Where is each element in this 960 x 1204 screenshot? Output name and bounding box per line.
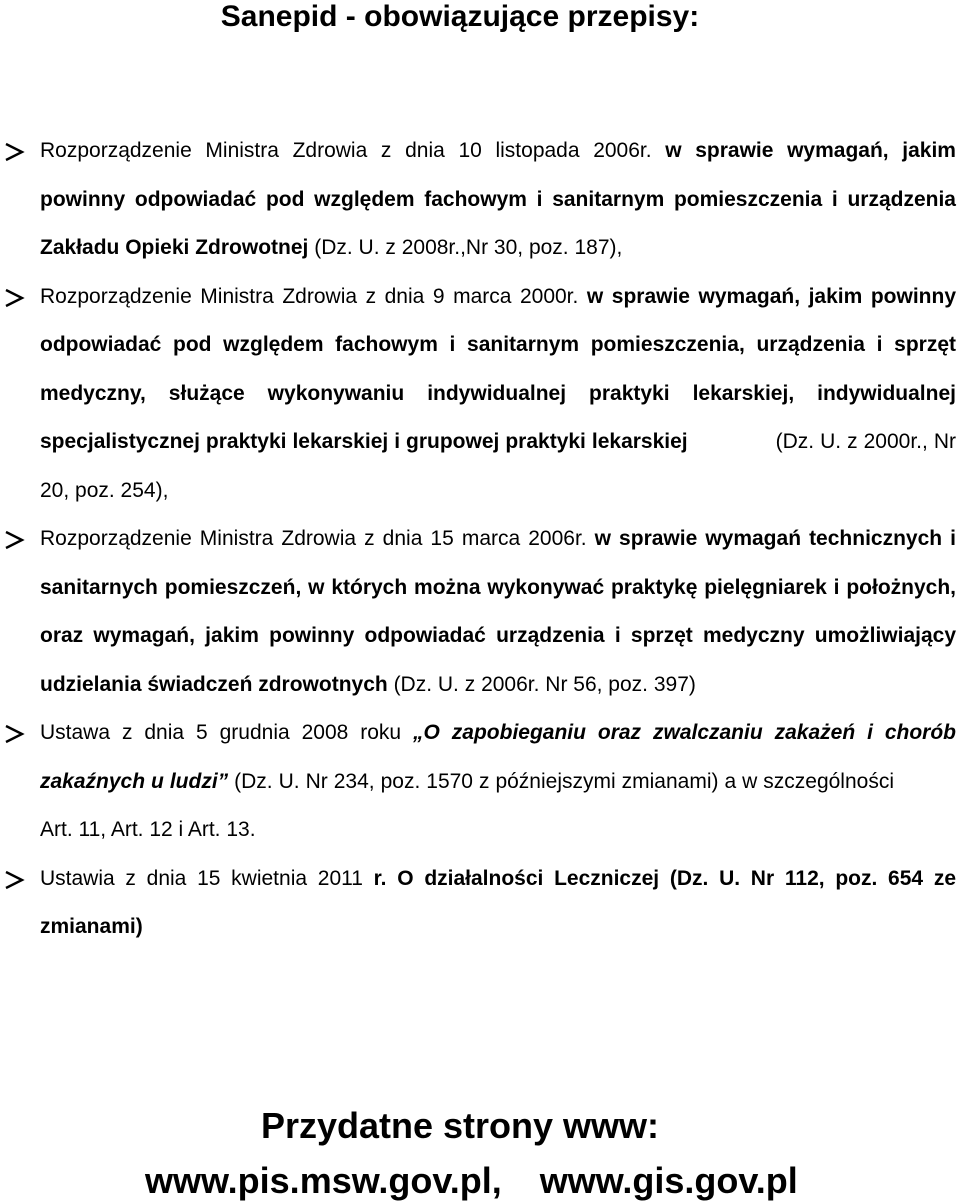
list-item [0,515,960,709]
item-reference: (Dz. U. z 2008r.,Nr 30, poz. 187), [308,236,623,259]
item-reference: (Dz. U. Nr 234, poz. 1570 z późniejszymi zmianami) a w szczególności [228,769,895,793]
item-text: Ustawia z dnia 15 kwietnia 2011 [40,866,374,890]
item-text: Ustawa z dnia 5 grudnia 2008 roku [40,721,414,744]
arrow-bullet-icon [4,530,26,550]
arrow-bullet-icon [4,142,26,162]
item-bold-text: w sprawie wymagań technicznych i sanitarnych pomieszczeń, w których można wykonywać praktykę pielęgniarek i położnych, oraz wymagań, jakim powinny odpowiadać urządzenia i sprzęt medyczny umożliwiający udzielania świadczeń zdrowotnych [40,527,956,696]
item-bold-text: w sprawie wymagań, jakim powinny odpowiadać pod względem fachowym i sanitarnym pomieszczenia, urządzenia i sprzęt medyczny, służące wykonywaniu indywidualnej praktyki lekarskiej, indywidualnej specjalistycznej praktyki lekarskiej i grupowej praktyki lekarskiej [40,284,957,453]
list-item [0,855,960,952]
list-item [0,709,960,855]
useful-sites-heading: Przydatne strony www: [260,1105,660,1146]
item-bold-text: r. O działalności Leczniczej (Dz. U. Nr 112, poz. 654 ze zmianami) [40,866,956,938]
page-title: Sanepid - obowiązujące przepisy: [220,0,700,33]
arrow-bullet-icon [4,724,26,744]
item-text: Rozporządzenie Ministra Zdrowia z dnia 15 marca 2006r. [40,527,595,550]
item-reference: (Dz. U. z 2000r., Nr 20, poz. 254), [40,430,956,502]
item-bold-text: w sprawie wymagań, jakim powinny odpowiadać pod względem fachowym i sanitarnym pomieszczenia i urządzenia Zakładu Opieki Zdrowotnej [40,139,956,259]
item-reference: (Dz. U. z 2006r. Nr 56, poz. 397) [387,672,696,696]
arrow-bullet-icon [4,288,26,308]
list-item [0,273,960,516]
link-pis[interactable]: www.pis.msw.gov.pl, [145,1160,502,1201]
item-text: Rozporządzenie Ministra Zdrowia z dnia 10 listopada 2006r. [40,139,666,162]
item-bold-italic-text: „O zapobieganiu oraz zwalczaniu zakażeń i chorób zakaźnych u ludzi” [40,721,956,793]
regulations-list [0,127,960,952]
link-gis[interactable]: www.gis.gov.pl [539,1160,798,1201]
arrow-bullet-icon [4,870,26,890]
item-articles: Art. 11, Art. 12 i Art. 13. [40,818,256,841]
list-item [0,127,960,273]
item-text: Rozporządzenie Ministra Zdrowia z dnia 9 marca 2000r. [40,284,587,308]
useful-sites-links [145,1160,826,1202]
